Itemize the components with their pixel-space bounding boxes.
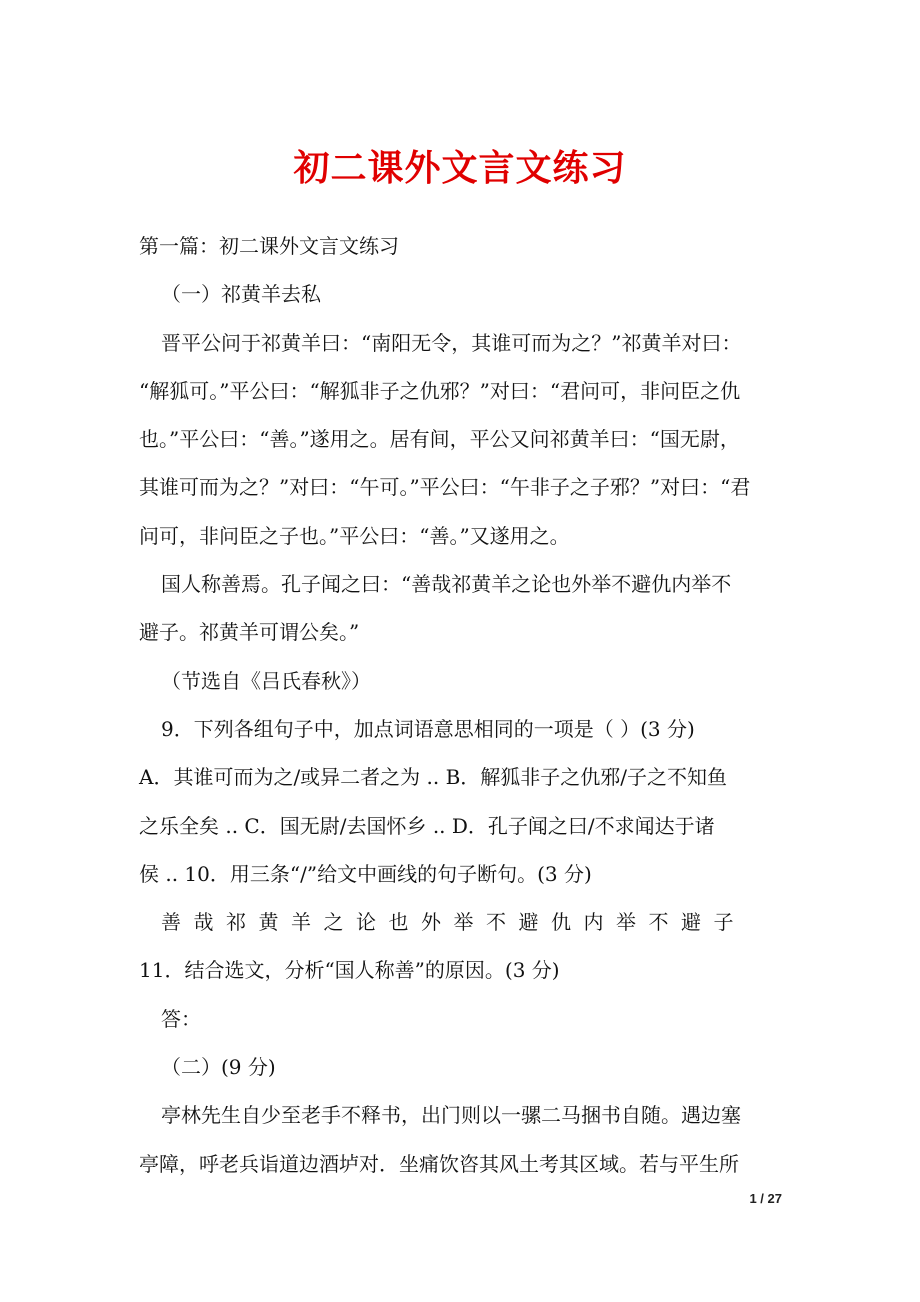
answer-label: 答：	[161, 1006, 201, 1031]
paragraph-line: 国人称善焉。孔子闻之曰：“善哉祁黄羊之论也外举不避仇内举不	[161, 572, 732, 597]
paragraph-line: 问可，非问臣之子也。”平公曰：“善。”又遂用之。	[139, 523, 570, 548]
paragraph-line: 亭林先生自少至老手不释书，出门则以一骡二马捆书自随。遇边塞	[161, 1103, 741, 1128]
question-line: 之乐全矣 .. C．国无尉/去国怀乡 .. D．孔子闻之曰/不求闻达于诸	[139, 813, 715, 838]
paragraph-line: “解狐可。”平公曰：“解狐非子之仇邪？”对曰：“君问可，非问臣之仇	[139, 378, 741, 403]
question-line: A．其谁可而为之/或异二者之为 .. B．解狐非子之仇邪/子之不知鱼	[139, 765, 728, 790]
document-title: 初二课外文言文练习	[293, 147, 627, 189]
punctuation-exercise: 善哉祁黄羊之论也外举不避仇内举不避子	[161, 910, 746, 935]
paragraph-line: 其谁可而为之？”对曰：“午可。”平公曰：“午非子之子邪？”对曰：“君	[139, 475, 751, 500]
page-number: 1 / 27	[749, 1191, 782, 1206]
question-line: 侯 .. 10．用三条“/”给文中画线的句子断句。(3 分)	[139, 861, 592, 886]
paragraph-line: 也。”平公曰：“善。”遂用之。居有间，平公又问祁黄羊曰：“国无尉，	[139, 427, 740, 452]
paragraph-line: 避子。祁黄羊可谓公矣。”	[139, 620, 360, 645]
subsection-heading: （二）(9 分)	[161, 1055, 276, 1080]
section-heading: 第一篇：初二课外文言文练习	[139, 234, 399, 258]
subsection-heading: （一）祁黄羊去私	[161, 282, 321, 307]
question-line: 11．结合选文，分析“国人称善”的原因。(3 分)	[139, 958, 560, 983]
document-body	[139, 222, 789, 1188]
question-line: 9．下列各组句子中，加点词语意思相同的一项是（ ）(3 分)	[161, 716, 695, 741]
paragraph-line: 晋平公问于祁黄羊曰：“南阳无令，其谁可而为之？”祁黄羊对曰：	[161, 330, 742, 355]
paragraph-line: 亭障，呼老兵诣道边酒垆对．坐痛饮咨其风土考其区域。若与平生所	[139, 1151, 739, 1176]
source-citation: （节选自《吕氏春秋》）	[161, 668, 371, 693]
